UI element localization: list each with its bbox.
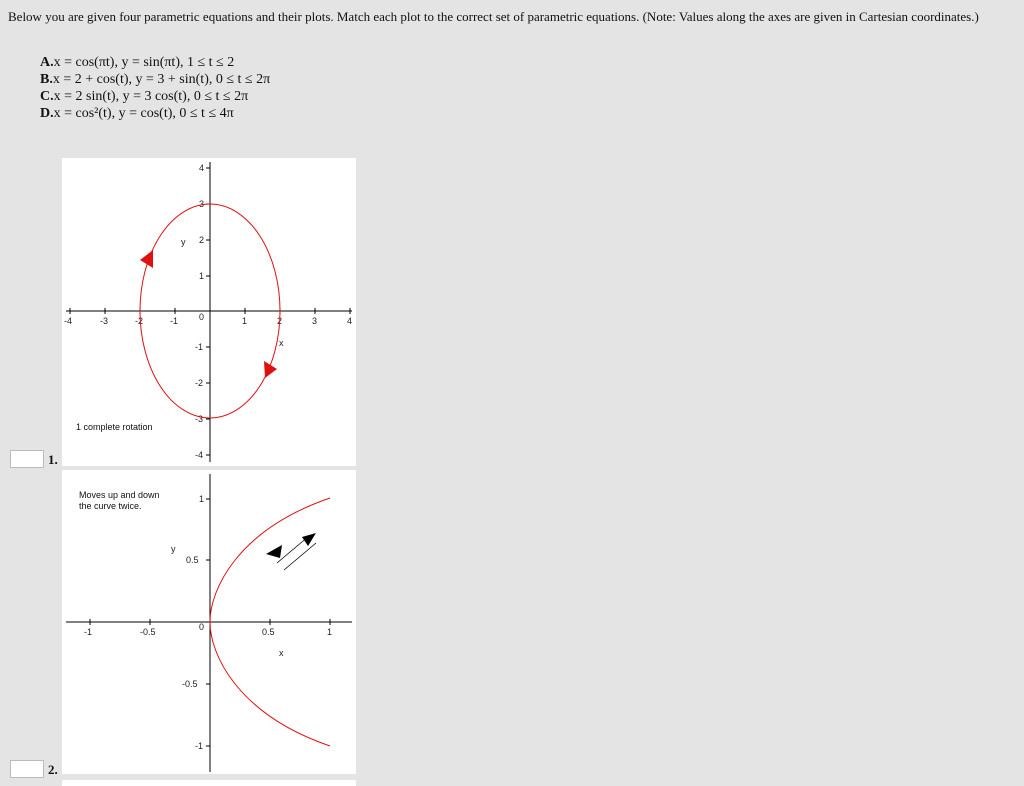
x-tick-label: 1 (327, 627, 333, 637)
option-a (40, 54, 270, 71)
x-tick-label: -4 (64, 316, 73, 326)
option-b (40, 71, 270, 88)
x-tick-label: 1 (242, 316, 248, 326)
y-tick-label: 3 (199, 199, 205, 209)
y-tick-label: 1 (199, 271, 205, 281)
plot-2 (62, 470, 356, 774)
question-number-1: 1. (48, 452, 58, 467)
x-axis-label: x (279, 648, 284, 658)
y-tick-label: -0.5 (182, 679, 198, 689)
y-axis-label: y (181, 237, 186, 247)
arrow-up-right-icon (302, 533, 316, 546)
y-tick-label: 4 (199, 163, 205, 173)
plot-annotation: the curve twice. (79, 501, 142, 511)
y-tick-label: 1 (199, 494, 205, 504)
option-letter: D. (40, 106, 54, 121)
y-axis-label: y (171, 544, 176, 554)
option-letter: A. (40, 55, 54, 70)
option-equation: x = cos²(t), y = cos(t), 0 ≤ t ≤ 4π (53, 106, 234, 121)
x-tick-label: 0 (199, 622, 205, 632)
y-tick-label: 0.5 (186, 555, 199, 565)
arrow-down-left-icon (266, 545, 282, 558)
answer-input-1[interactable] (10, 450, 44, 468)
x-tick-label: -0.5 (140, 627, 156, 637)
x-tick-label: 4 (347, 316, 353, 326)
x-tick-label: 3 (312, 316, 318, 326)
equation-options (40, 54, 270, 122)
y-tick-label: -4 (195, 450, 204, 460)
x-tick-label: 0 (199, 312, 205, 322)
plot-1 (62, 158, 356, 466)
plot-3-partial (62, 780, 356, 786)
option-equation: x = 2 + cos(t), y = 3 + sin(t), 0 ≤ t ≤ 2π (52, 72, 271, 87)
motion-guide-line (284, 543, 316, 570)
option-d (40, 105, 270, 122)
option-equation: x = 2 sin(t), y = 3 cos(t), 0 ≤ t ≤ 2π (53, 89, 249, 104)
plot-2-svg (62, 470, 356, 774)
x-tick-label: 2 (277, 316, 283, 326)
plot-1-svg (62, 158, 356, 466)
y-tick-label: -3 (195, 414, 204, 424)
plot-annotation: 1 complete rotation (76, 422, 153, 432)
option-letter: B. (40, 72, 53, 87)
x-tick-label: -1 (170, 316, 179, 326)
y-tick-label: -2 (195, 378, 204, 388)
option-letter: C. (40, 89, 54, 104)
y-tick-label: 2 (199, 235, 205, 245)
option-c (40, 88, 270, 105)
instructions-text: Below you are given four parametric equations and their plots. Match each plot to the correct set of parametric equations. (Note: Values along the axes are given in Cartesian coordinates.) (8, 9, 979, 24)
direction-arrow-icon (264, 361, 277, 378)
x-tick-label: -2 (135, 316, 144, 326)
y-tick-label: -1 (195, 741, 204, 751)
question-number-2: 2. (48, 762, 58, 777)
y-tick-label: -1 (195, 342, 204, 352)
x-tick-label: -1 (84, 627, 93, 637)
x-tick-label: -3 (100, 316, 109, 326)
x-tick-label: 0.5 (262, 627, 275, 637)
answer-input-2[interactable] (10, 760, 44, 778)
plot-annotation: Moves up and down (79, 490, 160, 500)
x-axis-label: x (279, 338, 284, 348)
option-equation: x = cos(πt), y = sin(πt), 1 ≤ t ≤ 2 (53, 55, 235, 70)
